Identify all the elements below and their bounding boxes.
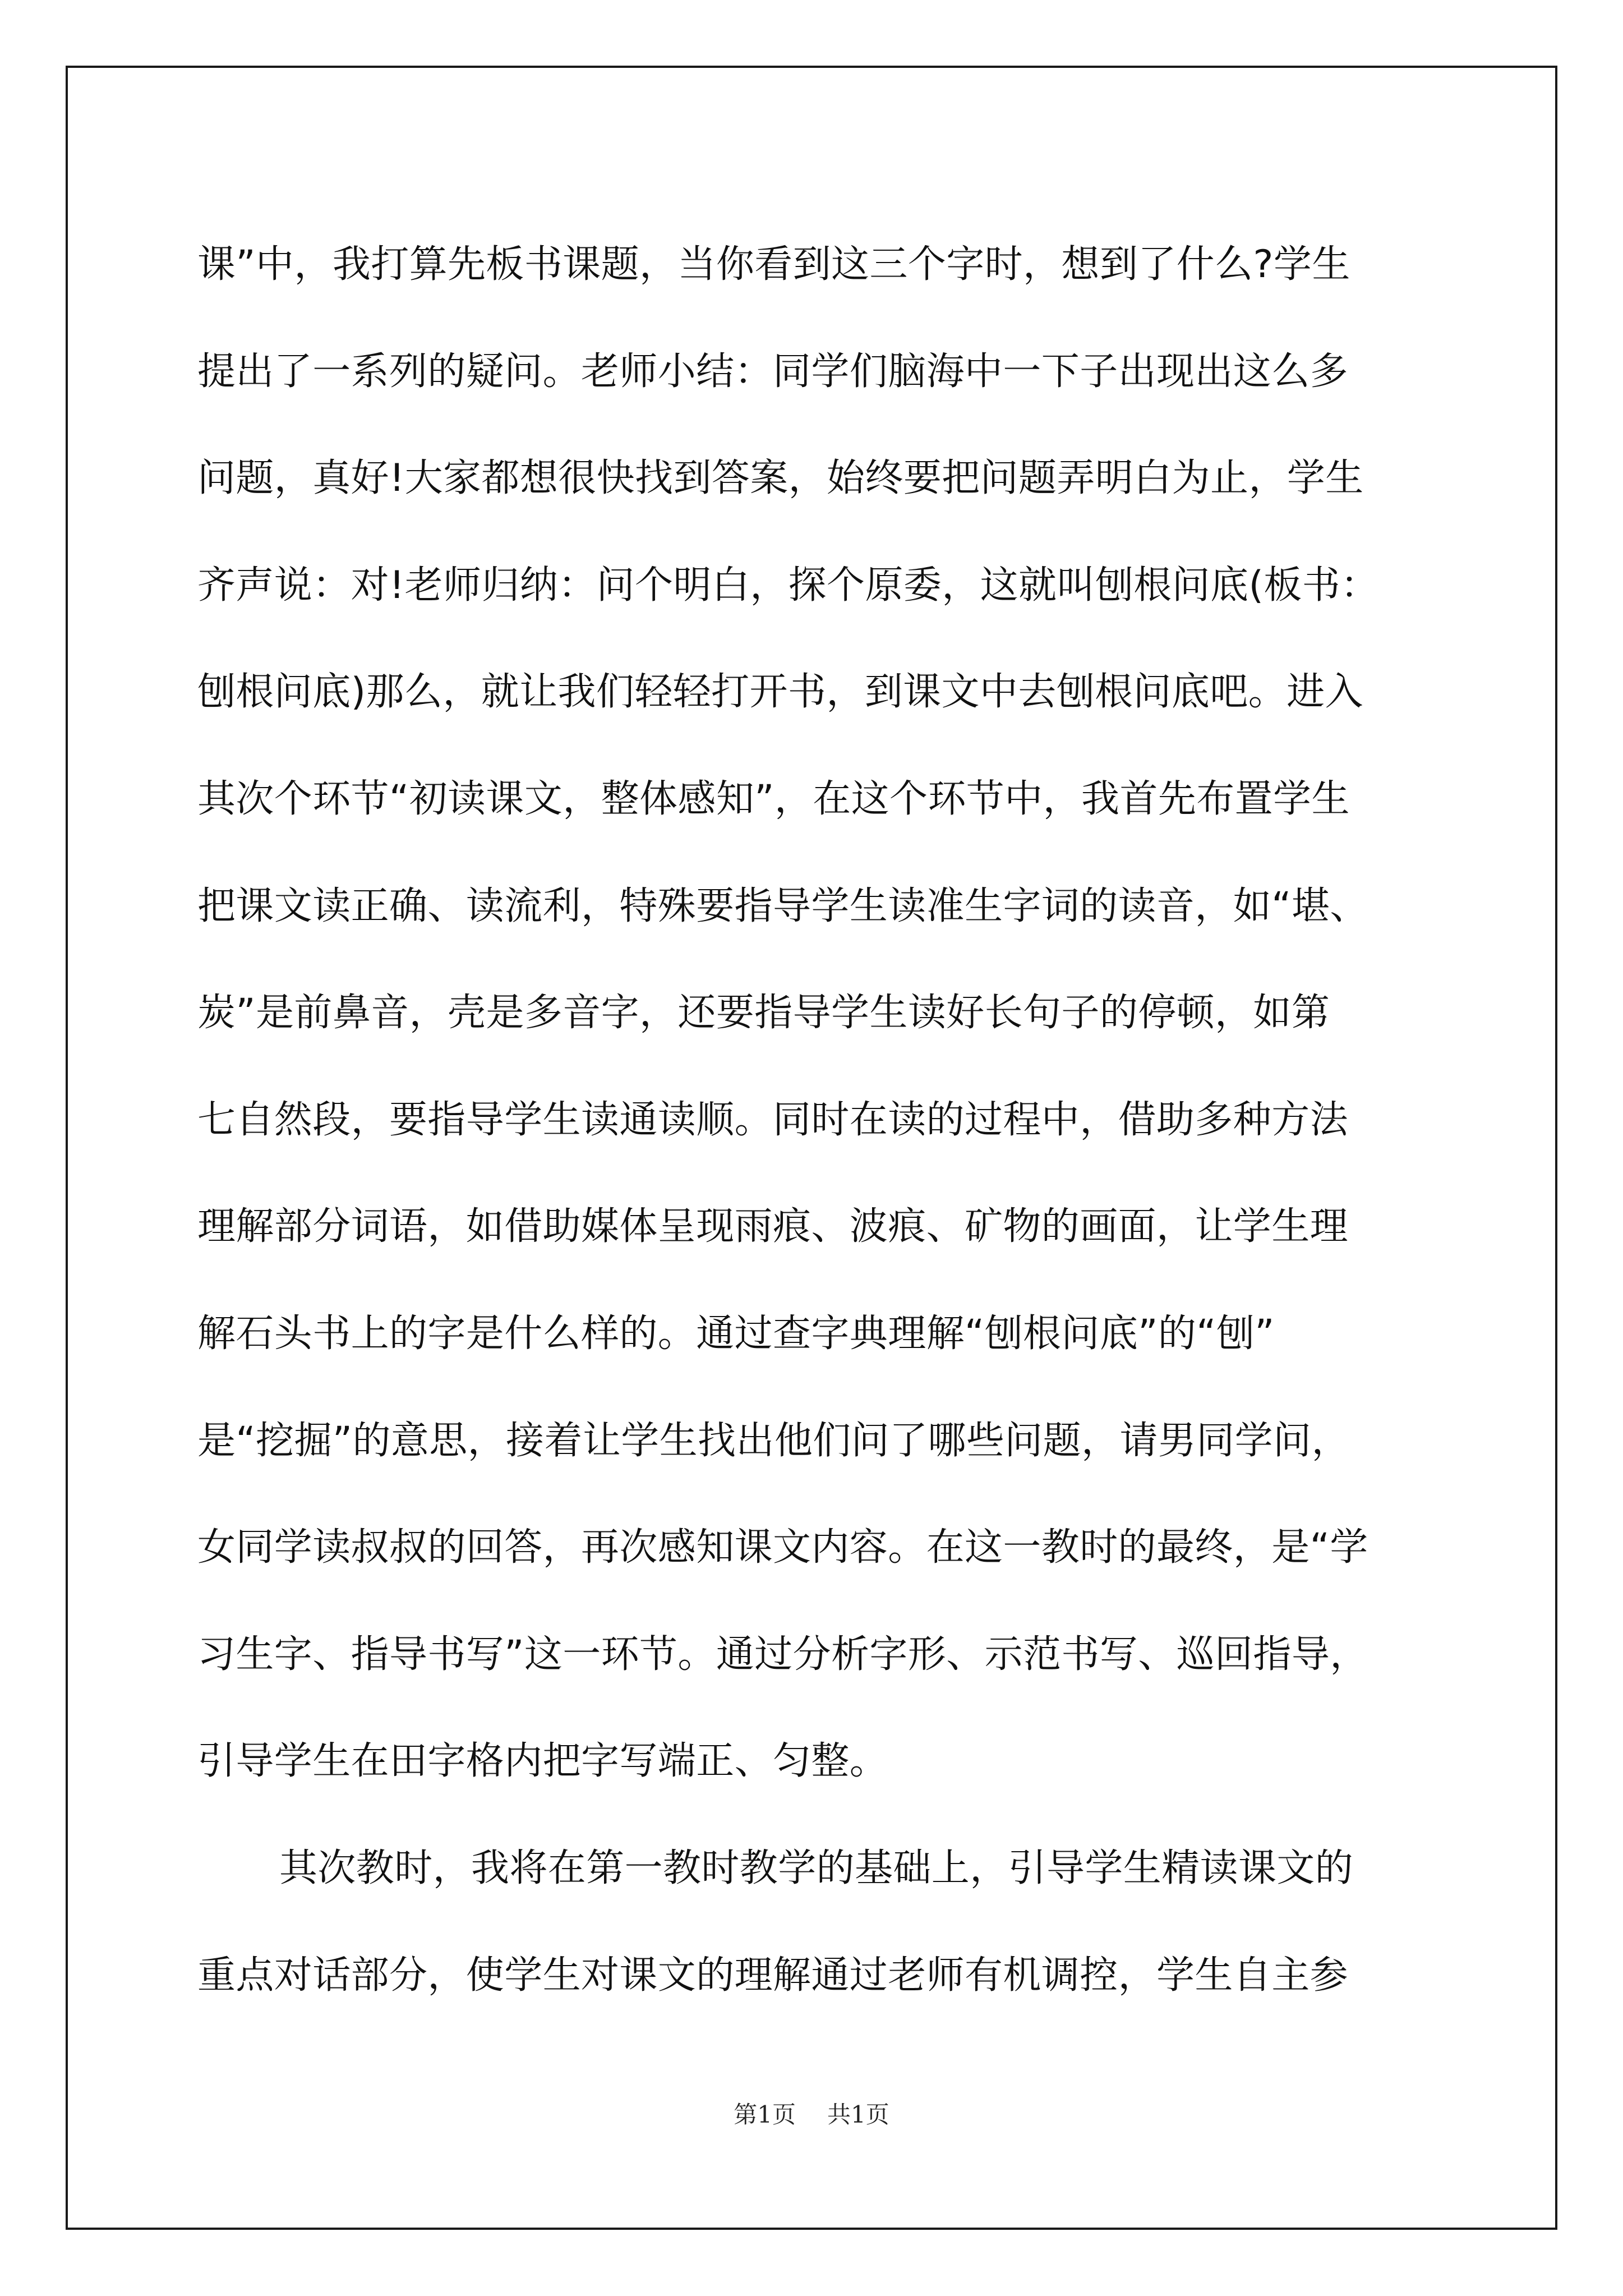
- text-line: 课”中，我打算先板书课题，当你看到这三个字时，想到了什么?学生: [197, 242, 1350, 287]
- paragraph: [197, 1815, 1431, 2029]
- text-line: 七自然段，要指导学生读通读顺。同时在读的过程中，借助多种方法: [197, 1097, 1349, 1142]
- page-footer: [0, 2096, 1623, 2130]
- paragraph: [197, 211, 1431, 1815]
- page-total: 共1页: [827, 2101, 889, 2128]
- text-line: 其次个环节“初读课文，整体感知”，在这个环节中，我首先布置学生: [197, 776, 1350, 821]
- text-line: 是“挖掘”的意思，接着让学生找出他们问了哪些问题，请男同学问，: [197, 1418, 1350, 1463]
- text-line: 提出了一系列的疑问。老师小结：同学们脑海中一下子出现出这么多: [197, 349, 1349, 394]
- text-line: 把课文读正确、读流利，特殊要指导学生读准生字词的读音，如“堪、: [197, 884, 1368, 928]
- text-line: 解石头书上的字是什么样的。通过查字典理解“刨根问底”的“刨”: [197, 1311, 1275, 1356]
- text-line: 习生字、指导书写”这一环节。通过分析字形、示范书写、巡回指导，: [197, 1632, 1368, 1677]
- text-line: 女同学读叔叔的回答，再次感知课文内容。在这一教时的最终，是“学: [197, 1525, 1368, 1570]
- text-line: 其次教时，我将在第一教时教学的基础上，引导学生精读课文的: [279, 1846, 1354, 1890]
- text-line: 炭”是前鼻音，壳是多音字，还要指导学生读好长句子的停顿，如第: [197, 991, 1330, 1036]
- text-line: 理解部分词语，如借助媒体呈现雨痕、波痕、矿物的画面，让学生理: [197, 1204, 1349, 1249]
- text-line: 刨根问底)那么，就让我们轻轻打开书，到课文中去刨根问底吧。进入: [197, 670, 1363, 715]
- document-body: [197, 211, 1431, 2029]
- text-line: 问题，真好!大家都想很快找到答案，始终要把问题弄明白为止，学生: [197, 456, 1364, 501]
- text-line: 重点对话部分，使学生对课文的理解通过老师有机调控，学生自主参: [197, 1953, 1349, 1998]
- text-line: 齐声说：对!老师归纳：问个明白，探个原委，这就叫刨根问底(板书：: [197, 563, 1379, 608]
- text-line: 引导学生在田字格内把字写端正、匀整。: [197, 1739, 888, 1784]
- page-number: 第1页: [734, 2101, 796, 2128]
